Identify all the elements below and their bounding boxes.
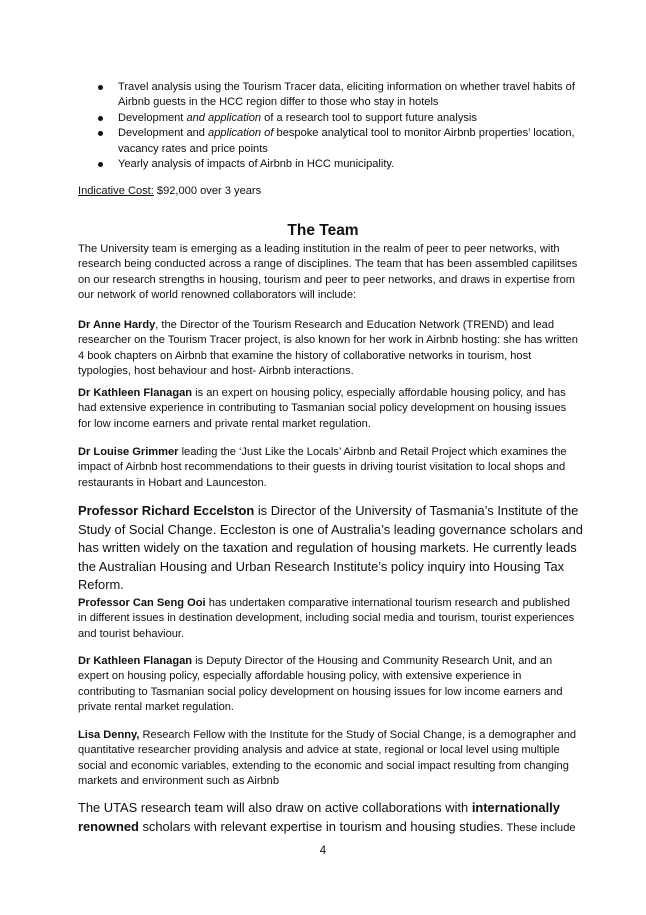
person-paragraph: Dr Kathleen Flanagan is Deputy Director of the Housing and Community Research Unit, and an expert on housing policy, especially affordable housing policy, with extensive experience in contributing to Tasmanian social policy development on housing issues for low income earners and private rental market regulation. bbox=[78, 655, 563, 714]
person-paragraph: Dr Kathleen Flanagan is an expert on housing policy, especially affordable housing policy, and has had extensive experience in contributing to Tasmanian social policy development on housing issues for low income earners and private rental market regulation. bbox=[78, 387, 567, 430]
person-paragraph: Dr Louise Grimmer leading the ‘Just Like the Locals’ Airbnb and Retail Project which examines the impact of Airbnb host recommendations to their guests in driving tourist visitation to local shops and restaurants in Hobart and Launceston. bbox=[78, 446, 567, 489]
bullet-icon bbox=[98, 116, 103, 121]
person-paragraph: Lisa Denny, Research Fellow with the Institute for the Study of Social Change, is a demographer and quantitative researcher providing analysis and advice at state, regional or local level using multiple social and economic variables, extending to the economic and social impact resulting from changing markets and environment such as Airbnb bbox=[78, 729, 577, 788]
person-paragraph: Professor Richard Eccelston is Director of the University of Tasmania’s Institute of the Study of Social Change. Eccleston is one of Australia’s leading governance scholars and has written widely on the taxation and regulation of housing markets. He currently leads the Australian Housing and Urban Research Institute’s policy inquiry into Housing Tax Reform. bbox=[78, 503, 583, 592]
person-paragraph: Professor Can Seng Ooi has undertaken comparative international tourism research and published in different issues in destination development, including social media and tourism, tourist experiences and tourist behaviour. bbox=[78, 597, 575, 640]
person-paragraph: Dr Anne Hardy, the Director of the Tourism Research and Education Network (TREND) and lead researcher on the Tourism Tracer project, is also known for her work in Airbnb hosting: she has written 4 book chapters on Airbnb that examine the history of collaborative networks in tourism, host typologies, host behaviour and host- Airbnb interactions. bbox=[78, 319, 578, 378]
bullet-icon bbox=[98, 162, 103, 167]
bullet-icon bbox=[98, 85, 103, 90]
list-item: Travel analysis using the Tourism Tracer data, eliciting information on whether travel habits of Airbnb guests in the HCC region differ to those who stay in hotels bbox=[78, 80, 578, 111]
deliverables-list bbox=[78, 80, 578, 172]
section-title: The Team bbox=[287, 222, 359, 239]
indicative-cost: Indicative Cost: $92,000 over 3 years bbox=[78, 185, 262, 197]
team-intro: The University team is emerging as a leading institution in the realm of peer to peer networks, with research being conducted across a range of disciplines. The team that has been assembled capilitses on our research strengths in housing, tourism and peer to peer networks, and draws in expertise from our network of world renowned collaborators will include: bbox=[78, 243, 578, 302]
page-number: 4 bbox=[319, 845, 327, 857]
list-item: Development and application of a research tool to support future analysis bbox=[78, 111, 578, 126]
closing-paragraph: The UTAS research team will also draw on active collaborations with internationally renowned scholars with relevant expertise in tourism and housing studies. These include bbox=[78, 800, 576, 834]
list-item: Yearly analysis of impacts of Airbnb in HCC municipality. bbox=[78, 157, 578, 172]
list-item: Development and application of bespoke analytical tool to monitor Airbnb properties’ location, vacancy rates and price points bbox=[78, 126, 578, 157]
bullet-icon bbox=[98, 131, 103, 136]
